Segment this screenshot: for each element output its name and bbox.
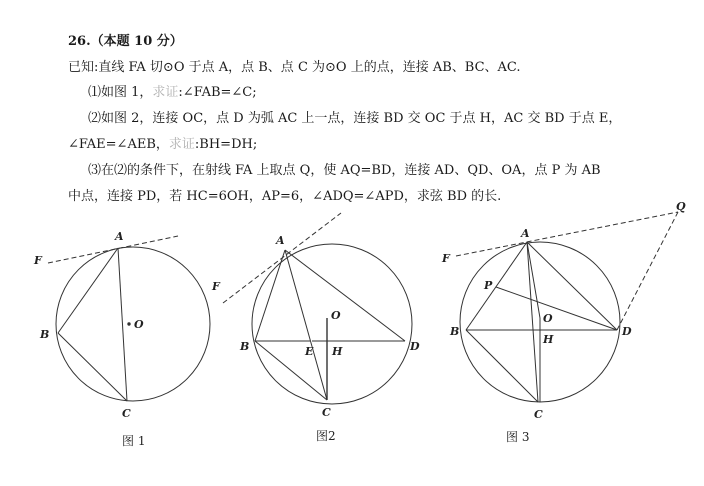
fig2-label-b: B <box>240 340 250 353</box>
fig2-label-e: E <box>305 345 314 358</box>
fig2-circle <box>252 244 412 404</box>
fig1-label-a: A <box>115 230 124 243</box>
fig3-label-b: B <box>450 325 460 338</box>
fig1-label-c: C <box>122 407 131 420</box>
fig1-segment-ac <box>118 248 127 401</box>
fig2-segment-ac <box>285 250 327 400</box>
fig1-segment-bc <box>58 333 127 401</box>
fig3-label-p: P <box>484 279 493 292</box>
problem-heading: 26.（本题 10 分） <box>68 34 183 49</box>
fig1-circle <box>56 247 210 401</box>
problem-intro: 已知:直线 FA 切⊙O 于点 A，点 B、点 C 为⊙O 上的点，连接 AB、BC、AC. <box>68 60 521 75</box>
fig1-label-o: O <box>134 318 144 331</box>
fig2-label-f: F <box>212 280 220 293</box>
part2-claim: :BH=DH; <box>194 137 258 152</box>
fig3-tangent-line <box>456 212 678 256</box>
fig3-label-c: C <box>534 408 543 421</box>
fig1-label-b: B <box>40 328 50 341</box>
fig3-label-d: D <box>622 325 632 338</box>
part2-line1: ⑵如图 2，连接 OC，点 D 为弧 AC 上一点，连接 BD 交 OC 于点 H，AC 交 BD 于点 E， <box>88 111 622 126</box>
part2-hint: 求证 <box>168 137 195 152</box>
fig3-segment-ad <box>527 242 617 330</box>
fig1-label-f: F <box>34 254 42 267</box>
fig2-label-h: H <box>332 345 343 358</box>
fig1-tangent-line <box>48 236 178 263</box>
fig1-caption: 图 1 <box>122 434 146 448</box>
fig2-caption: 图2 <box>316 429 336 443</box>
figure-1 <box>48 236 210 401</box>
fig2-label-o: O <box>331 309 341 322</box>
fig2-segment-ab <box>255 250 285 341</box>
fig3-segment-qd <box>617 212 678 330</box>
fig2-label-a: A <box>276 234 285 247</box>
part1-hint: 求证 <box>152 85 179 100</box>
figure-2 <box>223 213 412 404</box>
fig3-label-f: F <box>442 252 450 265</box>
fig3-segment-pd <box>496 287 617 330</box>
fig3-segment-bc <box>466 330 538 402</box>
fig3-label-h: H <box>543 333 554 346</box>
part3-line1: ⑶在⑵的条件下，在射线 FA 上取点 Q，使 AQ=BD，连接 AD、QD、OA，点 P 为 AB <box>88 163 601 178</box>
fig3-label-q: Q <box>676 200 686 213</box>
part3-line2: 中点，连接 PD，若 HC=6OH，AP=6，∠ADQ=∠APD，求弦 BD 的长. <box>68 189 502 204</box>
fig3-caption: 图 3 <box>506 430 530 444</box>
fig2-label-d: D <box>410 340 420 353</box>
fig3-label-o: O <box>543 312 553 325</box>
part1-claim: :∠FAB=∠C; <box>178 85 257 100</box>
fig3-label-a: A <box>521 227 530 240</box>
fig2-segment-ad <box>285 250 405 341</box>
part1-prefix: ⑴如图 1， <box>88 85 153 100</box>
fig2-label-c: C <box>322 406 331 419</box>
fig2-segment-bc <box>255 341 327 400</box>
part2-given: ∠FAE=∠AEB， <box>68 137 169 152</box>
figure-3 <box>456 212 678 402</box>
fig1-segment-ab <box>58 248 118 333</box>
fig1-center-dot <box>128 323 130 325</box>
fig3-segment-ac <box>527 242 538 402</box>
